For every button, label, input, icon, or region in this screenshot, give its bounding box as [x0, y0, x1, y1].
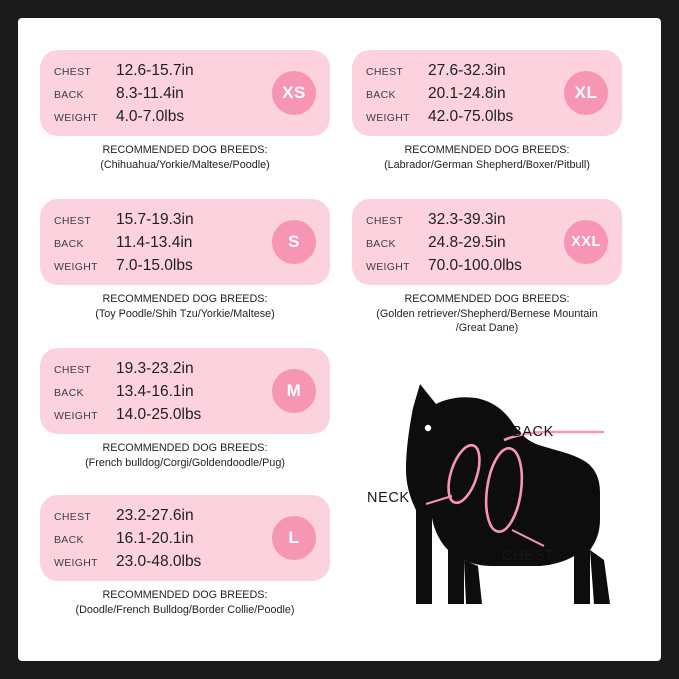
measurement-panel	[40, 199, 330, 285]
label-weight: WEIGHT	[366, 112, 410, 124]
measurement-row-weight	[366, 257, 594, 280]
breeds-list-line: (Chihuahua/Yorkie/Maltese/Poodle)	[100, 158, 270, 171]
measurement-row-chest	[54, 360, 282, 383]
value-chest: 32.3-39.3in	[428, 211, 506, 228]
label-weight: WEIGHT	[366, 261, 410, 273]
label-back: BACK	[366, 238, 396, 250]
value-weight: 4.0-7.0lbs	[116, 108, 185, 125]
recommended-breeds	[40, 588, 330, 617]
measurement-panel	[352, 199, 622, 285]
value-chest: 23.2-27.6in	[116, 507, 194, 524]
measurement-rows	[54, 507, 282, 576]
size-badge: XL	[564, 71, 608, 115]
value-back: 24.8-29.5in	[428, 234, 506, 251]
measurement-rows	[366, 211, 594, 280]
measurement-panel	[352, 50, 622, 136]
breeds-heading: RECOMMENDED DOG BREEDS:	[102, 589, 268, 601]
measurement-row-weight	[54, 553, 282, 576]
size-badge: XS	[272, 71, 316, 115]
size-block-s	[40, 199, 330, 321]
value-weight: 7.0-15.0lbs	[116, 257, 193, 274]
recommended-breeds	[352, 292, 622, 336]
label-back: BACK	[54, 89, 84, 101]
label-chest: CHEST	[366, 215, 404, 227]
breeds-heading: RECOMMENDED DOG BREEDS:	[102, 293, 268, 305]
breeds-list-line: (Labrador/German Shepherd/Boxer/Pitbull)	[384, 158, 590, 171]
measurement-row-back	[54, 383, 282, 406]
size-block-l	[40, 495, 330, 617]
annotation-chest: CHEST	[502, 548, 555, 564]
value-weight: 14.0-25.0lbs	[116, 406, 202, 423]
value-back: 13.4-16.1in	[116, 383, 194, 400]
label-weight: WEIGHT	[54, 557, 98, 569]
breeds-heading: RECOMMENDED DOG BREEDS:	[404, 293, 570, 305]
value-back: 16.1-20.1in	[116, 530, 194, 547]
breeds-heading: RECOMMENDED DOG BREEDS:	[404, 144, 570, 156]
measurement-rows	[366, 62, 594, 131]
size-block-xs	[40, 50, 330, 172]
size-badge: L	[272, 516, 316, 560]
measurement-panel	[40, 348, 330, 434]
label-back: BACK	[366, 89, 396, 101]
breeds-heading: RECOMMENDED DOG BREEDS:	[102, 442, 268, 454]
value-back: 11.4-13.4in	[116, 234, 193, 251]
measurement-panel	[40, 50, 330, 136]
measurement-rows	[54, 360, 282, 429]
measurement-row-back	[54, 234, 282, 257]
recommended-breeds	[352, 143, 622, 172]
measurement-row-weight	[54, 406, 282, 429]
label-back: BACK	[54, 387, 84, 399]
value-chest: 27.6-32.3in	[428, 62, 506, 79]
measurement-panel	[40, 495, 330, 581]
measurement-row-chest	[366, 211, 594, 234]
breeds-list-line: (Toy Poodle/Shih Tzu/Yorkie/Maltese)	[95, 307, 275, 320]
size-block-m	[40, 348, 330, 470]
measurement-row-chest	[54, 507, 282, 530]
breeds-list-line: (Doodle/French Bulldog/Border Collie/Poodle)	[75, 603, 295, 616]
label-weight: WEIGHT	[54, 261, 98, 273]
measurement-row-weight	[54, 257, 282, 280]
label-back: BACK	[54, 534, 84, 546]
chart-card	[18, 18, 661, 661]
measurement-rows	[54, 62, 282, 131]
value-chest: 19.3-23.2in	[116, 360, 194, 377]
label-weight: WEIGHT	[54, 410, 98, 422]
breeds-heading: RECOMMENDED DOG BREEDS:	[102, 144, 268, 156]
annotation-back: BACK	[512, 424, 554, 440]
label-back: BACK	[54, 238, 84, 250]
breeds-list-line: (French bulldog/Corgi/Goldendoodle/Pug)	[85, 456, 285, 469]
recommended-breeds	[40, 292, 330, 321]
measurement-row-back	[366, 85, 594, 108]
size-badge: S	[272, 220, 316, 264]
annotation-neck: NECK	[367, 490, 410, 506]
breeds-list-line: (Golden retriever/Shepherd/Bernese Mountain	[376, 307, 598, 320]
value-back: 8.3-11.4in	[116, 85, 184, 102]
label-chest: CHEST	[54, 511, 92, 523]
value-weight: 70.0-100.0lbs	[428, 257, 522, 274]
recommended-breeds	[40, 143, 330, 172]
value-chest: 15.7-19.3in	[116, 211, 194, 228]
dog-diagram	[352, 370, 644, 638]
label-chest: CHEST	[54, 215, 92, 227]
recommended-breeds	[40, 441, 330, 470]
breeds-list-line-2: /Great Dane)	[455, 322, 519, 334]
label-weight: WEIGHT	[54, 112, 98, 124]
measurement-row-chest	[54, 211, 282, 234]
label-chest: CHEST	[54, 364, 92, 376]
measurement-row-back	[54, 85, 282, 108]
value-chest: 12.6-15.7in	[116, 62, 194, 79]
measurement-rows	[54, 211, 282, 280]
value-weight: 42.0-75.0lbs	[428, 108, 514, 125]
measurement-row-weight	[366, 108, 594, 131]
measurement-row-back	[366, 234, 594, 257]
size-block-xxl	[352, 199, 622, 336]
measurement-row-chest	[366, 62, 594, 85]
measurement-row-back	[54, 530, 282, 553]
value-back: 20.1-24.8in	[428, 85, 506, 102]
size-badge: XXL	[564, 220, 608, 264]
measurement-row-chest	[54, 62, 282, 85]
label-chest: CHEST	[54, 66, 92, 78]
size-badge: M	[272, 369, 316, 413]
label-chest: CHEST	[366, 66, 404, 78]
size-block-xl	[352, 50, 622, 172]
value-weight: 23.0-48.0lbs	[116, 553, 202, 570]
measurement-row-weight	[54, 108, 282, 131]
